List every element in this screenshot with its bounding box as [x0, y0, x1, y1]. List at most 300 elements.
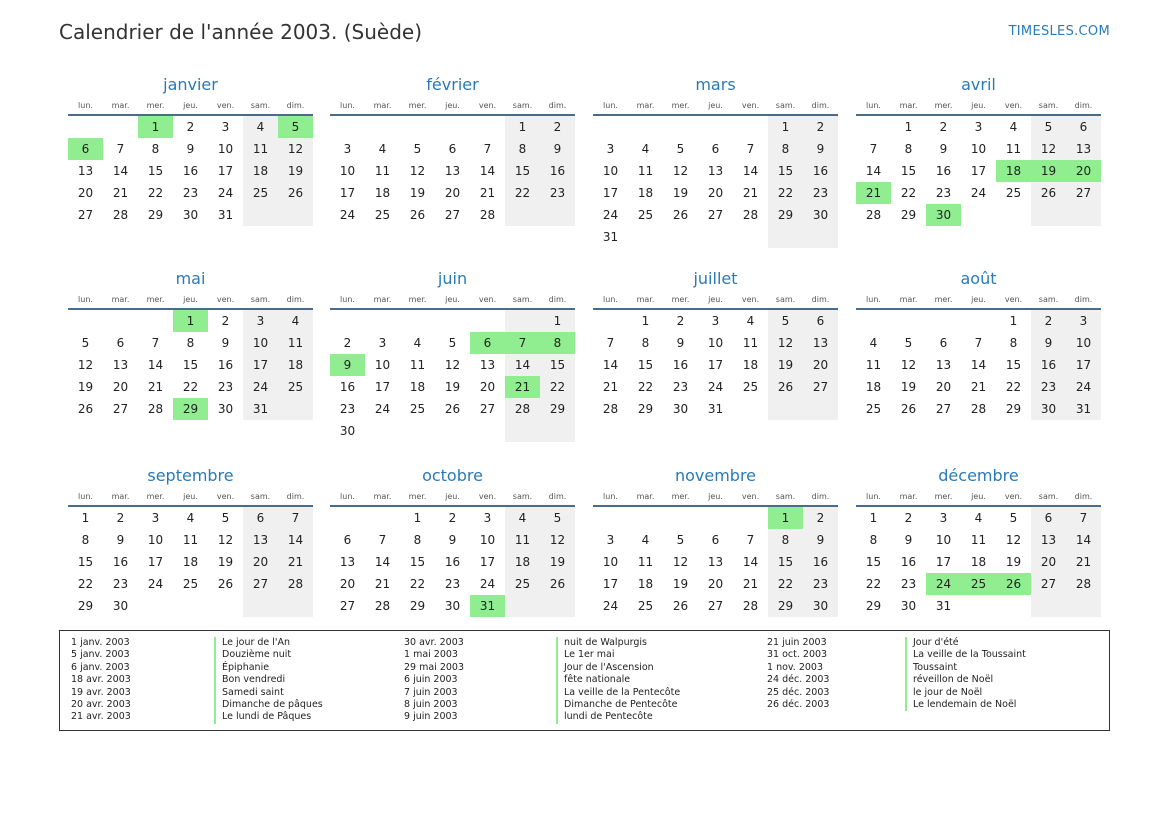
day-cell: 13: [935, 358, 952, 372]
day-cell: 24: [374, 402, 391, 416]
day-cell: 15: [768, 551, 803, 573]
weekday-label: ven.: [1004, 295, 1023, 304]
weekday-label: ven.: [741, 492, 760, 501]
day-cell: 30: [672, 402, 689, 416]
legend-date: 6 janv. 2003: [71, 661, 130, 673]
day-cell: 8: [540, 332, 575, 354]
day-cell: 28: [742, 208, 759, 222]
day-cell: 26: [1031, 182, 1066, 204]
week-row: [593, 398, 838, 420]
day-cell: 12: [409, 164, 426, 178]
day-cell: 19: [409, 186, 426, 200]
empty-cell: [138, 310, 173, 332]
day-cell: 16: [217, 358, 234, 372]
day-cell: 7: [483, 142, 492, 156]
week-row: [68, 376, 313, 398]
day-cell: 10: [707, 336, 724, 350]
week-row: [68, 529, 313, 551]
legend-holiday-name: Le lendemain de Noël: [905, 699, 1026, 711]
day-cell: 23: [1031, 376, 1066, 398]
day-cell: 15: [900, 164, 917, 178]
empty-cell: [540, 420, 575, 442]
weekday-header: [856, 96, 1101, 116]
day-cell: 30: [900, 599, 917, 613]
weekday-label: lun.: [340, 101, 355, 110]
weekday-header: [593, 487, 838, 507]
empty-cell: [470, 420, 505, 442]
weekday-label: mar.: [111, 101, 130, 110]
legend-holiday-name: Samedi saint: [214, 687, 323, 699]
day-cell: 14: [278, 529, 313, 551]
empty-cell: [243, 595, 278, 617]
day-cell: 19: [672, 577, 689, 591]
weekday-label: dim.: [548, 492, 567, 501]
weekday-label: ven.: [216, 101, 235, 110]
legend-holiday-name: Le lundi de Pâques: [214, 711, 323, 723]
day-cell: 19: [768, 354, 803, 376]
day-cell: 15: [1005, 358, 1022, 372]
empty-cell: [68, 310, 103, 332]
day-cell: 11: [637, 164, 654, 178]
empty-cell: [365, 507, 400, 529]
empty-cell: [400, 310, 435, 332]
day-cell: 6: [711, 533, 720, 547]
day-cell: 17: [935, 555, 952, 569]
legend-date: 30 avr. 2003: [404, 637, 464, 648]
day-cell: 27: [339, 599, 356, 613]
day-cell: 18: [243, 160, 278, 182]
day-cell: 31: [707, 402, 724, 416]
empty-cell: [856, 310, 891, 332]
day-cell: 24: [217, 186, 234, 200]
day-cell: 20: [935, 380, 952, 394]
week-row: [856, 332, 1101, 354]
day-cell: 11: [865, 358, 882, 372]
day-cell: 18: [637, 186, 654, 200]
day-cell: 1: [413, 511, 422, 525]
day-cell: 2: [803, 507, 838, 529]
week-row: [856, 204, 1101, 226]
day-cell: 23: [540, 182, 575, 204]
day-cell: 27: [803, 376, 838, 398]
day-cell: 23: [935, 186, 952, 200]
week-row: [68, 116, 313, 138]
weekday-header: [68, 290, 313, 310]
week-row: [68, 398, 313, 420]
legend-holiday-name: Jour d'été: [905, 637, 1026, 649]
weekday-label: dim.: [286, 295, 305, 304]
month-7: [856, 268, 1101, 420]
day-cell: 11: [182, 533, 199, 547]
day-cell: 30: [339, 424, 356, 438]
day-cell: 25: [961, 573, 996, 595]
day-cell: 26: [409, 208, 426, 222]
day-cell: 10: [339, 164, 356, 178]
day-cell: 5: [81, 336, 90, 350]
weekday-label: dim.: [811, 295, 830, 304]
day-cell: 18: [278, 354, 313, 376]
day-cell: 20: [1031, 551, 1066, 573]
empty-cell: [400, 420, 435, 442]
day-cell: 6: [116, 336, 125, 350]
day-cell: 11: [637, 555, 654, 569]
day-cell: 23: [672, 380, 689, 394]
legend-date: 9 juin 2003: [404, 711, 458, 723]
weekday-label: sam.: [512, 492, 533, 501]
day-cell: 5: [904, 336, 913, 350]
day-cell: 8: [151, 142, 160, 156]
week-row: [856, 573, 1101, 595]
empty-cell: [138, 595, 173, 617]
week-row: [68, 204, 313, 226]
day-cell: 1: [173, 310, 208, 332]
weekday-label: mer.: [934, 492, 953, 501]
empty-cell: [733, 507, 768, 529]
day-cell: 28: [112, 208, 129, 222]
weekday-label: jeu.: [708, 295, 723, 304]
day-cell: 7: [606, 336, 615, 350]
weekday-label: mar.: [899, 101, 918, 110]
day-cell: 9: [803, 138, 838, 160]
week-row: [856, 376, 1101, 398]
weekday-label: sam.: [775, 101, 796, 110]
day-cell: 27: [444, 208, 461, 222]
day-cell: 22: [768, 182, 803, 204]
week-row: [330, 573, 575, 595]
weekday-label: mar.: [373, 295, 392, 304]
day-cell: 2: [186, 120, 195, 134]
day-cell: 19: [672, 186, 689, 200]
weekday-label: dim.: [548, 101, 567, 110]
legend-date: 18 avr. 2003: [71, 674, 131, 686]
day-cell: 4: [186, 511, 195, 525]
weekday-label: sam.: [512, 101, 533, 110]
day-cell: 14: [742, 164, 759, 178]
month-name: mars: [695, 75, 736, 94]
empty-cell: [698, 116, 733, 138]
empty-cell: [768, 398, 803, 420]
week-row: [68, 595, 313, 617]
empty-cell: [628, 226, 663, 248]
weekday-header: [593, 290, 838, 310]
day-cell: 22: [147, 186, 164, 200]
weekday-label: mer.: [408, 101, 427, 110]
day-cell: 6: [711, 142, 720, 156]
week-row: [330, 529, 575, 551]
weekday-label: ven.: [478, 295, 497, 304]
day-cell: 13: [803, 332, 838, 354]
day-cell: 3: [221, 120, 230, 134]
week-row: [330, 204, 575, 226]
day-cell: 3: [483, 511, 492, 525]
day-cell: 20: [707, 577, 724, 591]
day-cell: 18: [865, 380, 882, 394]
empty-cell: [330, 507, 365, 529]
day-cell: 24: [339, 208, 356, 222]
day-cell: 2: [676, 314, 685, 328]
day-cell: 15: [768, 160, 803, 182]
day-cell: 2: [1031, 310, 1066, 332]
day-cell: 10: [602, 164, 619, 178]
day-cell: 16: [672, 358, 689, 372]
legend-date: 20 avr. 2003: [71, 698, 131, 710]
weekday-label: mar.: [636, 295, 655, 304]
month-8: [68, 465, 313, 617]
week-row: [330, 398, 575, 420]
week-row: [593, 507, 838, 529]
day-cell: 10: [970, 142, 987, 156]
day-cell: 24: [243, 376, 278, 398]
day-cell: 10: [602, 555, 619, 569]
day-cell: 18: [409, 380, 426, 394]
day-cell: 23: [182, 186, 199, 200]
day-cell: 27: [112, 402, 129, 416]
page-title: Calendrier de l'année 2003. (Suède): [59, 20, 422, 44]
day-cell: 12: [1031, 138, 1066, 160]
weekday-label: lun.: [78, 492, 93, 501]
day-cell: 7: [278, 507, 313, 529]
day-cell: 21: [505, 376, 540, 398]
legend-date-column: [767, 637, 829, 711]
day-cell: 13: [112, 358, 129, 372]
empty-cell: [365, 116, 400, 138]
day-cell: 25: [742, 380, 759, 394]
day-cell: 1: [904, 120, 913, 134]
weekday-label: sam.: [512, 295, 533, 304]
day-cell: 30: [1031, 398, 1066, 420]
week-row: [330, 354, 575, 376]
day-cell: 3: [1066, 310, 1101, 332]
week-row: [330, 116, 575, 138]
weekday-label: dim.: [811, 492, 830, 501]
empty-cell: [330, 310, 365, 332]
weekday-label: lun.: [603, 492, 618, 501]
month-name: janvier: [163, 75, 218, 94]
day-cell: 8: [186, 336, 195, 350]
day-cell: 16: [803, 551, 838, 573]
day-cell: 16: [182, 164, 199, 178]
day-cell: 11: [243, 138, 278, 160]
day-cell: 29: [768, 595, 803, 617]
legend-name-column: [214, 637, 323, 724]
day-cell: 18: [996, 160, 1031, 182]
day-cell: 12: [77, 358, 94, 372]
day-cell: 20: [1066, 160, 1101, 182]
day-cell: 21: [742, 577, 759, 591]
legend-date: 1 nov. 2003: [767, 661, 823, 673]
day-cell: 1: [768, 507, 803, 529]
empty-cell: [961, 595, 996, 617]
legend-holiday-name: le jour de Noël: [905, 687, 1026, 699]
week-row: [856, 551, 1101, 573]
empty-cell: [733, 398, 768, 420]
day-cell: 8: [904, 142, 913, 156]
day-cell: 31: [935, 599, 952, 613]
day-cell: 2: [116, 511, 125, 525]
weekday-label: jeu.: [708, 492, 723, 501]
day-cell: 26: [540, 573, 575, 595]
legend-date: 8 juin 2003: [404, 698, 458, 710]
legend-date: 21 juin 2003: [767, 637, 827, 648]
day-cell: 25: [243, 182, 278, 204]
legend-date: 25 déc. 2003: [767, 686, 830, 698]
day-cell: 2: [939, 120, 948, 134]
week-row: [856, 529, 1101, 551]
month-6: [593, 268, 838, 420]
day-cell: 26: [444, 402, 461, 416]
day-cell: 9: [1031, 332, 1066, 354]
day-cell: 25: [278, 376, 313, 398]
weekday-label: ven.: [478, 101, 497, 110]
day-cell: 6: [939, 336, 948, 350]
day-cell: 17: [970, 164, 987, 178]
day-cell: 6: [803, 310, 838, 332]
week-row: [68, 160, 313, 182]
legend-name-column: [556, 637, 680, 724]
week-row: [330, 160, 575, 182]
week-row: [593, 332, 838, 354]
day-cell: 12: [900, 358, 917, 372]
week-row: [856, 138, 1101, 160]
day-cell: 13: [479, 358, 496, 372]
weekday-label: mar.: [899, 295, 918, 304]
weekday-header: [856, 487, 1101, 507]
day-cell: 5: [1009, 511, 1018, 525]
day-cell: 16: [540, 160, 575, 182]
day-cell: 20: [77, 186, 94, 200]
day-cell: 26: [672, 208, 689, 222]
day-cell: 14: [374, 555, 391, 569]
legend-date: 5 janv. 2003: [71, 649, 130, 661]
day-cell: 26: [672, 599, 689, 613]
day-cell: 22: [77, 577, 94, 591]
day-cell: 19: [900, 380, 917, 394]
weekday-label: dim.: [286, 492, 305, 501]
day-cell: 27: [935, 402, 952, 416]
weekday-label: lun.: [866, 101, 881, 110]
empty-cell: [540, 204, 575, 226]
day-cell: 14: [742, 555, 759, 569]
day-cell: 14: [865, 164, 882, 178]
legend-date: 31 oct. 2003: [767, 649, 828, 661]
day-cell: 25: [1005, 186, 1022, 200]
empty-cell: [278, 398, 313, 420]
day-cell: 18: [505, 551, 540, 573]
day-cell: 12: [540, 529, 575, 551]
empty-cell: [698, 507, 733, 529]
day-cell: 24: [707, 380, 724, 394]
empty-cell: [593, 507, 628, 529]
day-cell: 14: [505, 354, 540, 376]
day-cell: 14: [602, 358, 619, 372]
weekday-label: dim.: [1074, 101, 1093, 110]
day-cell: 8: [641, 336, 650, 350]
empty-cell: [961, 310, 996, 332]
day-cell: 3: [711, 314, 720, 328]
brand-link[interactable]: TIMESLES.COM: [1008, 24, 1110, 39]
day-cell: 29: [147, 208, 164, 222]
day-cell: 21: [147, 380, 164, 394]
day-cell: 17: [147, 555, 164, 569]
weekday-header: [68, 96, 313, 116]
day-cell: 15: [540, 354, 575, 376]
weekday-label: jeu.: [183, 101, 198, 110]
day-cell: 25: [865, 402, 882, 416]
empty-cell: [926, 310, 961, 332]
legend-date-column: [71, 637, 131, 724]
day-cell: 28: [970, 402, 987, 416]
weekday-header: [593, 96, 838, 116]
week-row: [330, 551, 575, 573]
empty-cell: [505, 595, 540, 617]
legend-holiday-name: Le 1er mai: [556, 649, 680, 661]
weekday-label: mer.: [146, 101, 165, 110]
weekday-label: ven.: [1004, 101, 1023, 110]
weekday-header: [68, 487, 313, 507]
day-cell: 3: [343, 142, 352, 156]
weekday-label: ven.: [741, 295, 760, 304]
weekday-label: ven.: [216, 295, 235, 304]
day-cell: 9: [939, 142, 948, 156]
day-cell: 3: [243, 310, 278, 332]
month-11: [856, 465, 1101, 617]
legend-name-column: [905, 637, 1026, 711]
weekday-label: mar.: [111, 492, 130, 501]
day-cell: 10: [479, 533, 496, 547]
day-cell: 4: [505, 507, 540, 529]
empty-cell: [733, 116, 768, 138]
legend-holiday-name: Douzième nuit: [214, 649, 323, 661]
day-cell: 31: [243, 398, 278, 420]
weekday-label: ven.: [1004, 492, 1023, 501]
day-cell: 7: [505, 332, 540, 354]
empty-cell: [663, 116, 698, 138]
day-cell: 25: [637, 599, 654, 613]
empty-cell: [803, 398, 838, 420]
day-cell: 29: [540, 398, 575, 420]
day-cell: 27: [479, 402, 496, 416]
empty-cell: [768, 226, 803, 248]
day-cell: 26: [768, 376, 803, 398]
day-cell: 2: [540, 116, 575, 138]
week-row: [330, 310, 575, 332]
day-cell: 1: [138, 116, 173, 138]
weekday-label: mer.: [408, 492, 427, 501]
day-cell: 22: [409, 577, 426, 591]
day-cell: 28: [865, 208, 882, 222]
day-cell: 24: [926, 573, 961, 595]
day-cell: 10: [243, 332, 278, 354]
day-cell: 21: [112, 186, 129, 200]
empty-cell: [435, 420, 470, 442]
weekday-label: mer.: [408, 295, 427, 304]
empty-cell: [365, 420, 400, 442]
day-cell: 19: [1005, 555, 1022, 569]
day-cell: 26: [278, 182, 313, 204]
day-cell: 20: [479, 380, 496, 394]
empty-cell: [470, 116, 505, 138]
day-cell: 4: [641, 533, 650, 547]
day-cell: 7: [869, 142, 878, 156]
day-cell: 30: [803, 595, 838, 617]
legend-holiday-name: La veille de la Toussaint: [905, 649, 1026, 661]
week-row: [593, 116, 838, 138]
week-row: [593, 529, 838, 551]
day-cell: 6: [68, 138, 103, 160]
day-cell: 3: [151, 511, 160, 525]
legend-date: 1 mai 2003: [404, 649, 458, 661]
week-row: [856, 182, 1101, 204]
